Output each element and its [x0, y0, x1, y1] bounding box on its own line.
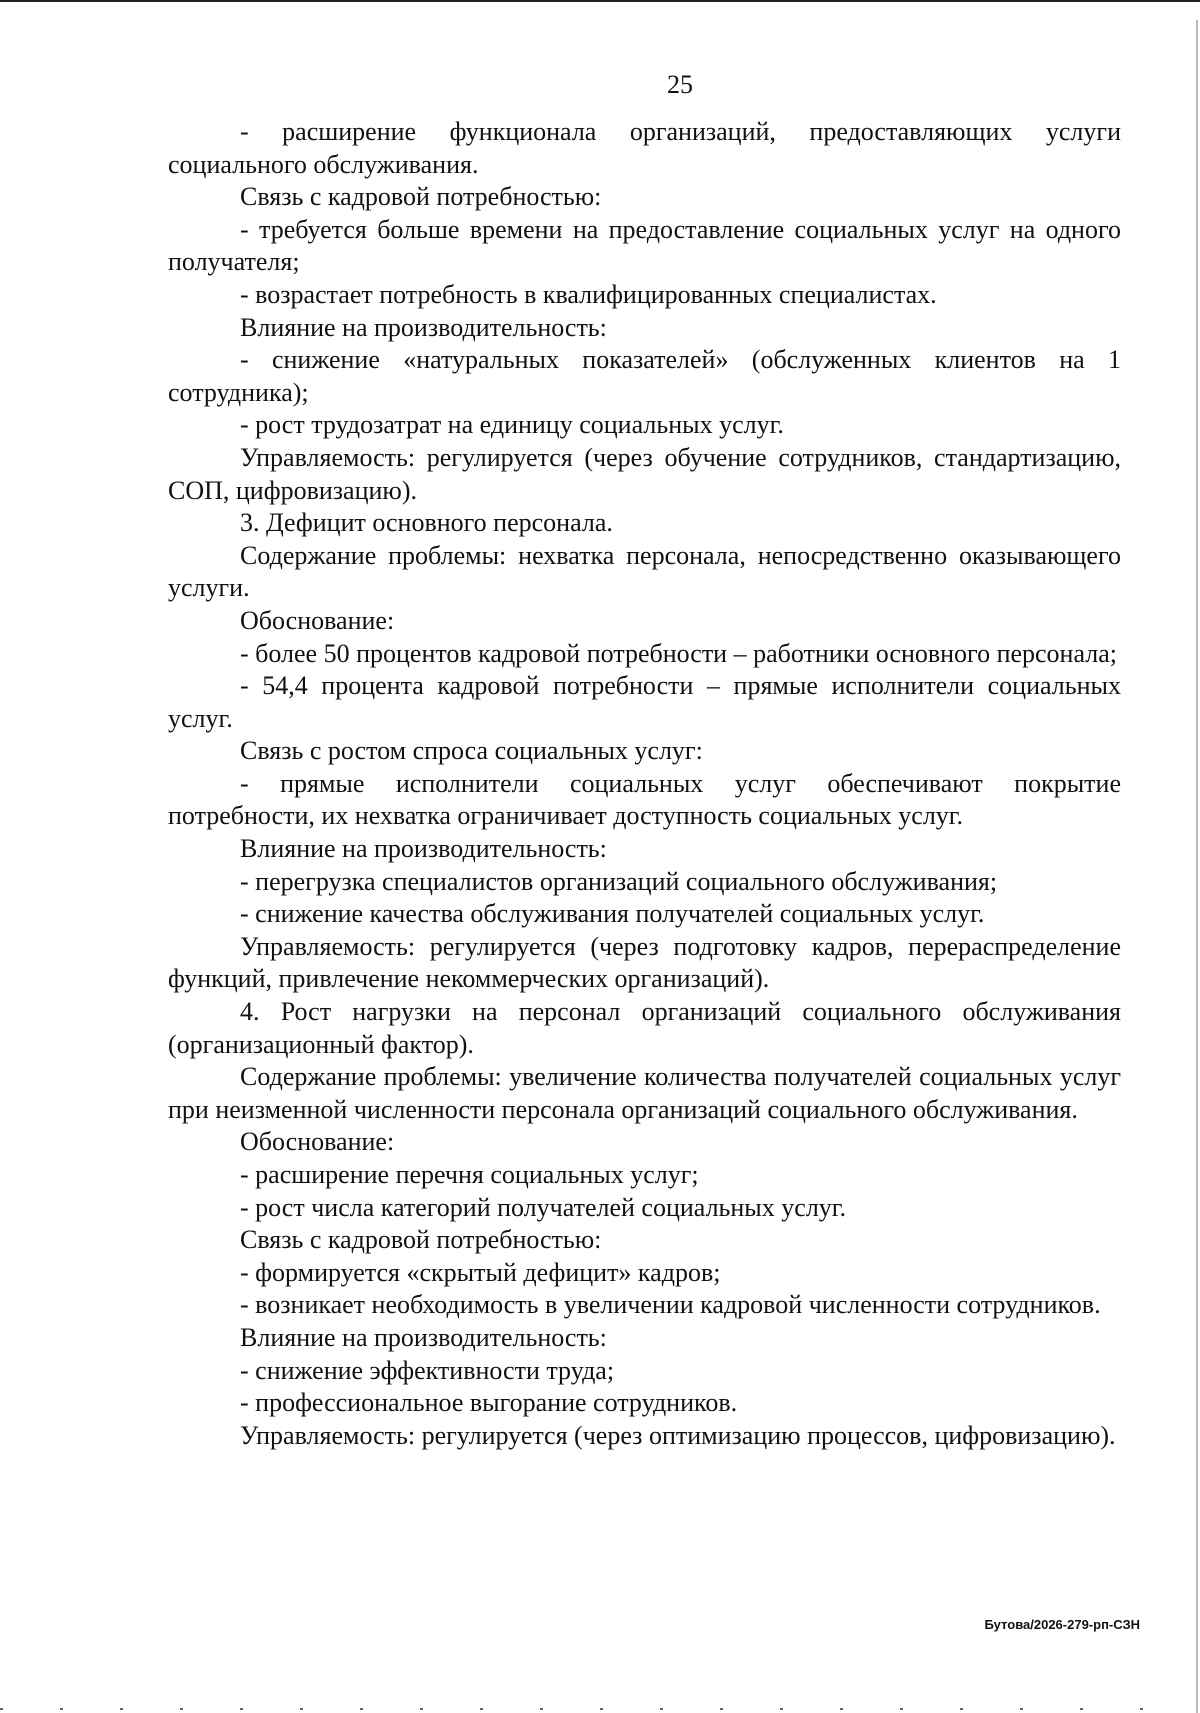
paragraph: - прямые исполнители социальных услуг обеспечивают покрытие потребности, их нехватка ограничивает доступность социальных услуг.	[168, 768, 1121, 831]
section-heading: 4. Рост нагрузки на персонал организаций социального обслуживания (организационный фактор).	[168, 997, 1121, 1059]
document-body	[168, 116, 1121, 1452]
paragraph: Обоснование:	[240, 605, 395, 635]
scan-edge-right	[1196, 20, 1198, 1713]
paragraph: - 54,4 процента кадровой потребности – прямые исполнители социальных услуг.	[168, 671, 1121, 733]
paragraph: - расширение функционала организаций, предоставляющих услуги социального обслуживания.	[168, 117, 1121, 179]
paragraph: Содержание проблемы: нехватка персонала, непосредственно оказывающего услуги.	[168, 540, 1121, 603]
paragraph: - снижение эффективности труда;	[240, 1355, 615, 1385]
page-number: 25	[667, 70, 693, 99]
section-heading: 3. Дефицит основного персонала.	[240, 508, 613, 538]
paragraph: - перегрузка специалистов организаций социального обслуживания;	[240, 866, 998, 896]
paragraph: - расширение перечня социальных услуг;	[240, 1160, 699, 1189]
paragraph: Влияние на производительность:	[240, 834, 607, 864]
paragraph: Управляемость: регулируется (через обучение сотрудников, стандартизацию, СОП, цифровизацию).	[168, 442, 1121, 505]
paragraph: - требуется больше времени на предоставление социальных услуг на одного получателя;	[168, 214, 1121, 277]
scan-edge-bottom	[0, 1708, 1200, 1710]
paragraph: - рост трудозатрат на единицу социальных услуг.	[240, 410, 784, 440]
paragraph: - более 50 процентов кадровой потребности – работники основного персонала;	[240, 638, 1117, 668]
paragraph: - возникает необходимость в увеличении кадровой численности сотрудников.	[240, 1290, 1101, 1320]
paragraph: Содержание проблемы: увеличение количества получателей социальных услуг при неизменной численности персонала организаций социального обслуживания.	[168, 1062, 1121, 1124]
paragraph: Обоснование:	[240, 1127, 395, 1157]
paragraph: Связь с кадровой потребностью:	[240, 1225, 602, 1255]
paragraph: Влияние на производительность:	[240, 1322, 607, 1352]
paragraph: - возрастает потребность в квалифицированных специалистах.	[240, 279, 937, 309]
paragraph: - рост числа категорий получателей социальных услуг.	[240, 1192, 847, 1222]
paragraph: Управляемость: регулируется (через подготовку кадров, перераспределение функций, привлечение некоммерческих организаций).	[168, 931, 1121, 994]
paragraph: Управляемость: регулируется (через оптимизацию процессов, цифровизацию).	[240, 1420, 1116, 1450]
paragraph: Влияние на производительность:	[240, 312, 607, 342]
paragraph: - снижение «натуральных показателей» (обслуженных клиентов на 1 сотрудника);	[168, 345, 1121, 407]
paragraph: - формируется «скрытый дефицит» кадров;	[240, 1257, 721, 1287]
paragraph: - снижение качества обслуживания получателей социальных услуг.	[240, 899, 985, 929]
paragraph: Связь с кадровой потребностью:	[240, 182, 602, 212]
paragraph: - профессиональное выгорание сотрудников.	[240, 1388, 738, 1418]
document-registration-code: Бутова/2026-279-рп-СЗН	[984, 1617, 1140, 1632]
paragraph: Связь с ростом спроса социальных услуг:	[240, 736, 703, 766]
scan-edge-top	[0, 0, 1200, 2]
